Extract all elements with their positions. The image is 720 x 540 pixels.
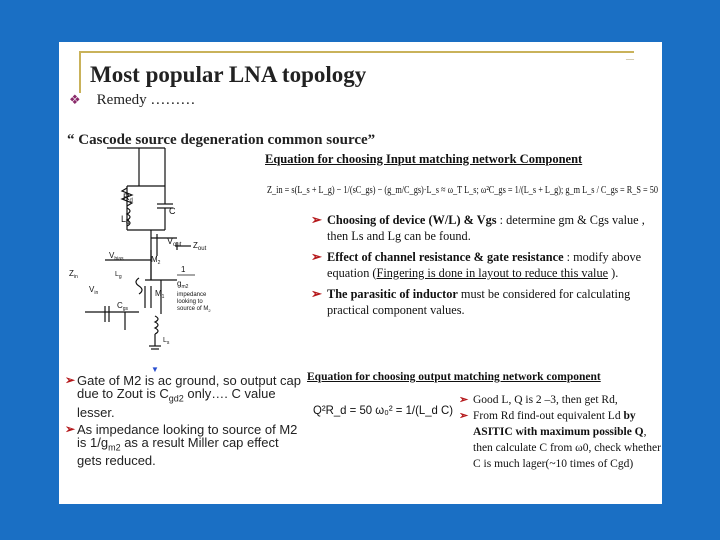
vbias-label: $V_{bias}$ <box>109 251 124 262</box>
list-item: ➢ From Rd find-out equivalent Ld by ASITIC with maximum possible Q, then calculate C from ω0, check whether C is much lager(~10 times of Cgd) <box>459 410 661 470</box>
zout-label: $Z_{out}$ <box>193 241 207 252</box>
output-matching-list <box>459 392 662 472</box>
output-matching-equation <box>311 388 471 434</box>
equation-text: Z_in = s(L_s + L_g) − 1/(sC_gs) − (g_m/C_gs)·L_s ≈ ω_T L_s; ω²C_gs = 1/(L_s + L_g); g_m L_s / C_gs = R_S = 50 <box>267 184 659 196</box>
arrow-bullet-icon: ➢ <box>65 421 76 436</box>
output-matching-heading: Equation for choosing output matching network component <box>307 371 601 383</box>
m1-label: $M_1$ <box>155 289 165 300</box>
c-label: C <box>169 206 176 216</box>
remedy-text: Remedy ……… <box>96 92 196 108</box>
gm2-label: $g_{m2}$ <box>177 279 189 290</box>
zin-label: $Z_{in}$ <box>69 269 78 280</box>
m2-label: $M_2$ <box>151 255 161 266</box>
arrow-bullet-icon: ➢ <box>459 410 469 422</box>
one-label: 1 <box>181 265 186 274</box>
slide <box>59 42 662 504</box>
list-item: ➢ As impedance looking to source of M2 is $1/g_{m2}$ as a result Miller cap effect gets reduced. <box>65 421 298 469</box>
impedance-note-1: impedance <box>177 292 207 298</box>
ls-label: $L_s$ <box>163 337 170 346</box>
top-rule <box>79 51 634 53</box>
corner-mark: — <box>626 54 634 63</box>
topology-subheading: “ Cascode source degeneration common source” <box>67 132 376 148</box>
vin-label: $V_{in}$ <box>89 285 99 296</box>
small-triangle-icon: ▼ <box>151 365 159 374</box>
list-item: ➢ Gate of M2 is ac ground, so output cap due to Zout is $C_{gd2}$ only…. C value lesser. <box>65 373 302 420</box>
list-item: ➢ Choosing of device (W/L) & Vgs : determine gm & Cgs value , then Ls and Lg can be found. <box>311 212 645 243</box>
list-item: ➢ Good L, Q is 2 –3, then get Rd, <box>459 394 618 406</box>
impedance-note-3: source of $M_2$ <box>177 306 211 313</box>
rd-label: $R_d$ <box>123 192 133 204</box>
arrow-bullet-icon: ➢ <box>311 212 322 227</box>
cascode-benefits-list <box>65 374 303 471</box>
slide-title: Most popular LNA topology <box>90 62 367 87</box>
arrow-bullet-icon: ➢ <box>311 249 322 264</box>
lg-label: $L_g$ <box>115 271 122 280</box>
list-item: ➢ The parasitic of inductor must be considered for calculating practical component values. <box>311 286 631 317</box>
impedance-note-2: looking to <box>177 299 203 305</box>
arrow-bullet-icon: ➢ <box>65 373 76 387</box>
list-item: ➢ Effect of channel resistance & gate resistance : modify above equation (Fingering is done in layout to reduce this value ). <box>311 249 642 280</box>
vout-label: $V_{out}$ <box>167 236 182 248</box>
eq2-text: Q²R_d = 50 ω₀² = 1/(L_d C) <box>313 403 453 417</box>
ld-label: $L_d$ <box>121 214 130 226</box>
arrow-bullet-icon: ➢ <box>311 286 322 301</box>
remedy-bullet <box>59 92 195 109</box>
left-rule <box>79 51 81 93</box>
cgs-label: $C_{gs}$ <box>117 301 129 312</box>
arrow-bullet-icon: ➢ <box>459 394 469 406</box>
diamond-bullet-icon: ❖ <box>69 92 81 107</box>
input-matching-heading: Equation for choosing Input matching network Component <box>265 152 583 166</box>
input-matching-equation <box>265 170 660 210</box>
cascode-lna-schematic <box>65 146 257 352</box>
input-matching-list <box>311 212 659 323</box>
